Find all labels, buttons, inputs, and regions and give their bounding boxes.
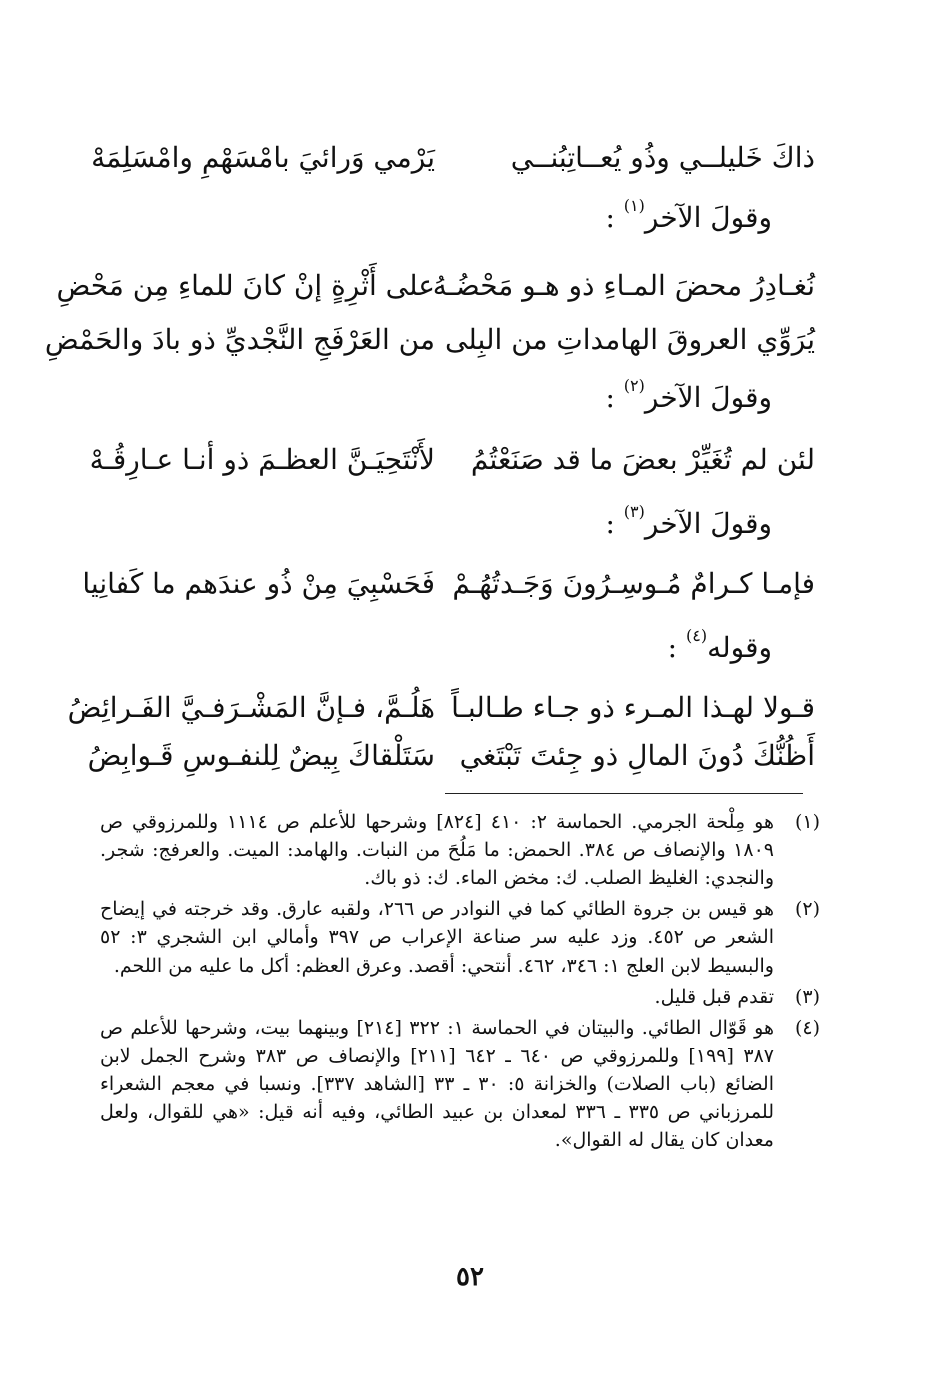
verse-intro	[352, 496, 772, 552]
verse-intro	[352, 620, 772, 676]
intro-text: وقوله	[707, 631, 772, 664]
verse-intro	[352, 190, 772, 246]
verse-second-hemistich: على أَثْرِةٍ إنْ كانَ للماءِ مِن مَحْضِ	[56, 269, 435, 303]
intro-colon: :	[605, 507, 615, 540]
verse-second-hemistich: فَحَسْبِيَ مِنْ ذُو عندَهم ما كَفانِيا	[82, 567, 435, 601]
footnote-separator	[445, 793, 803, 794]
footnote-text: هو قَوّال الطائي. والبيتان في الحماسة ١: ٣٢٢ [٢١٤] وبينهما بيت، وشرحها للأعلم ص ٣٨٧ [١٩٩] وللمرزوقي ص ٦٤٠ ـ ٦٤٢ [٢١١] والإنصاف ص ٣٨٣ وشرح الجمل لابن الضائع (باب الصلات) والخزانة ٥: ٣٠ ـ ٣٣ [الشاهد ٣٣٧]. ونسبا في معجم الشعراء للمرزباني ص ٣٣٥ ـ ٣٣٦ لمعدان بن عبيد الطائي، وفيه أنه قيل: «هي للقوال، ولعل معدان كان يقال له القوال».	[100, 1016, 775, 1152]
verse-line	[89, 432, 815, 488]
page-number: ٥٢	[456, 1262, 484, 1292]
intro-colon: :	[605, 201, 615, 234]
verse-second-hemistich: سَتَلْقاكَ بِيضٌ لِلنفـوسِ قَـوابِضُ	[87, 739, 435, 773]
footnote-number: (١)	[794, 811, 820, 833]
footnote	[100, 1014, 820, 1155]
footnote-ref: (٣)	[623, 502, 645, 521]
verse-first-hemistich: فإمـا كـرامٌ مُـوسِـرُونَ وَجَـدتُهُـمْ	[452, 567, 815, 601]
footnote-number: (٤)	[794, 1016, 820, 1039]
verse-first-hemistich: ذاكَ خَليلــي وذُو يُعــاتِبُنــي	[510, 141, 815, 175]
footnote-text: هو قيس بن جروة الطائي كما في النوادر ص ٢٦٦، ولقبه عارق. وقد خرجته في إيضاح الشعر ص ٤٥٢. وزد عليه سر صناعة الإعراب ص ٣٩٧ وأمالي ابن الشجري ٣: ٥٢ والبسيط لابن العلج ١: ٣٤٦، ٤٦٢. أنتحي: أقصد. وعرق العظم: أكل ما عليه من اللحم.	[100, 898, 774, 977]
verse-first-hemistich: نُغـادِرُ محضَ المـاءِ ذو هـو مَحْضُـهُ	[432, 269, 815, 303]
verse-line	[87, 728, 815, 784]
verse-first-hemistich: لئن لم تُغَيِّرْ بعضَ ما قد صَنَعْتُمُ	[470, 443, 815, 477]
verse-second-hemistich: هَلُـمَّ، فـإنَّ المَشْـرَفـيَّ الفَـرائِضُ	[67, 691, 435, 725]
footnote	[100, 983, 820, 1011]
footnotes	[100, 808, 820, 1157]
verse-first-hemistich: قـولا لهـذا المـرء ذو جـاء طـالبـاً	[451, 691, 815, 725]
verse-second-hemistich: لأَنْتَحِيَـنَّ العظـمَ ذو أنـا عـارِقُـهْ	[89, 443, 435, 477]
verse-line	[82, 556, 815, 612]
verse-line	[44, 312, 815, 368]
footnote-ref: (٤)	[685, 626, 708, 645]
footnote-number: (٢)	[794, 898, 820, 921]
verse-second-hemistich: من العَرْفَجِ النَّجْديِّ ذو بادَ والحَمْضِ	[44, 323, 435, 357]
footnote-ref: (١)	[623, 196, 645, 215]
intro-colon: :	[667, 631, 678, 664]
verse-second-hemistich: يَرْمي وَرائيَ بامْسَهْمِ وامْسَلِمَهْ	[91, 141, 435, 175]
footnote-text: تقدم قبل قليل.	[654, 985, 774, 1008]
footnote-text: هو مِلْحة الجرمي. الحماسة ٢: ٤١٠ [٨٢٤] وشرحها للأعلم ص ١١١٤ وللمرزوقي ص ١٨٠٩ والإنصاف ص ٣٨٤. الحمض: ما مَلُحَ من النبات. والهامد: الميت. والعرفج: شجر. والنجدي: الغليظ الصلب. ك: مخض الماء. ك: ذو باك.	[100, 811, 774, 890]
intro-text: وقولَ الآخر	[644, 507, 772, 540]
intro-text: وقولَ الآخر	[644, 201, 772, 234]
footnote	[100, 808, 820, 892]
footnote	[100, 895, 820, 979]
verse-first-hemistich: أَظُنُّكَ دُونَ المالِ ذو جِئتَ تَبْتَغي	[459, 739, 815, 773]
verse-intro	[352, 370, 772, 426]
intro-text: وقولَ الآخر	[644, 381, 772, 414]
footnote-ref: (٢)	[623, 376, 645, 395]
intro-colon: :	[605, 381, 615, 414]
verse-line	[91, 130, 815, 186]
footnote-number: (٣)	[794, 985, 820, 1008]
verse-line	[56, 258, 815, 314]
verse-first-hemistich: يُرَوِّي العروقَ الهامداتِ من البِلى	[444, 323, 815, 357]
